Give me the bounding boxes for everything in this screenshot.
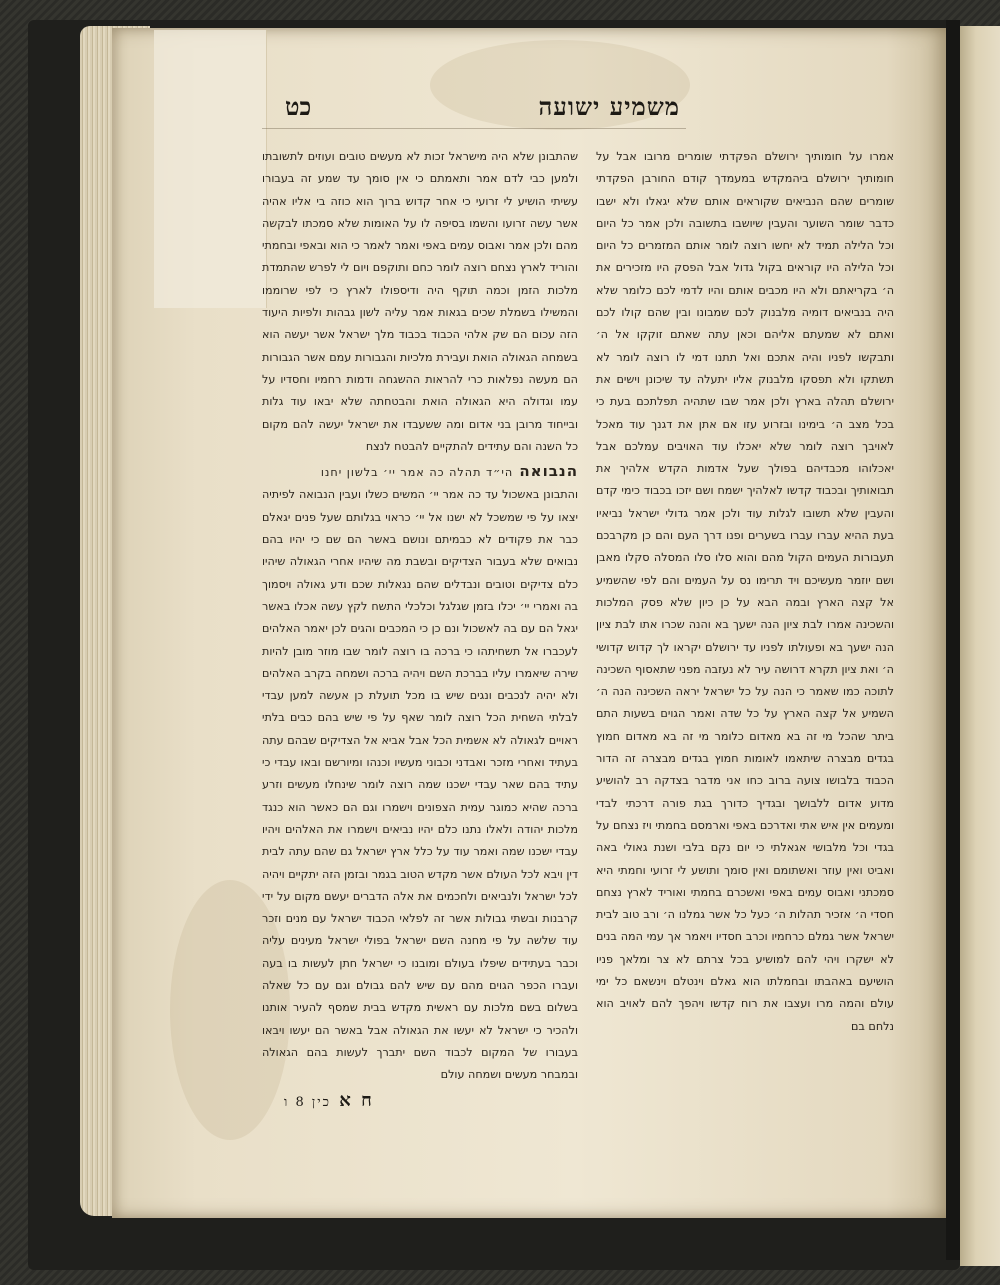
folio-number: כט (285, 92, 312, 121)
signature-mark (284, 1090, 414, 1111)
section-heading-word: הנבואה (519, 462, 578, 481)
section-heading-aside: הי״ד תהלה כה אמר יי׳ בלשון יחנו (320, 466, 514, 480)
left-column-text-1: שהתבונן שלא היה מישראל זכות לא מעשים טובים ועוזים לתשובתו ולמען כבי לדם אמר ותאמתם כי אין סומך עד שמע זה בעבורו עשיתי הושיע לי זרועי כי אחר קדוש ברוך הוא כוזה בי אליו אהיה אשר עשה זרועו והשמו בסיפה לו על האומות שלא סמכתו לבקשה מהם ולכן אמר ואבוס עמים באפי ואמר לאמר כי הוא ובאפי ובחמתי והוריד לארץ נצחם רוצה לומר כחם ותוקפם ויום לי לפרש שהתמדת מלכות הזמן וכמה תוקף היה ודיספולו לארץ כי לפי שרוממו והמשילו בשמלת שכים בגאות אמר עליה לשון גבהות ולפיות היעוד הזה עכום הם שק אלהי הכבוד בכבוד מלך ישראל אשר יעשה הוא בשמחה הגאולה הואת ועבירת מלכיות והגבורות עמם אשר הגבורות הם מעשה נפלאות כרי להראות ההשגחה ודמות רחמיו וחסדיו על עמו וגדולה היא הגאולה הואת והבטחתה שלא יבאו עוד גלות ובייחוד מרובן בני אדום ומה ששעבדו את ישראל יעשה להם מקום כל השנה והם עתידים להתקיים להבטח לנצח (262, 150, 578, 453)
catchword: ח א (339, 1090, 374, 1111)
section-heading (262, 460, 578, 484)
left-text-column (262, 146, 578, 1086)
right-column-text: אמרו על חומותיך ירושלם הפקדתי שומרים מרובו אבל על חומותיך ירושלם ביהמקדש במעמדך קודם החורבן הפקדתי שומרים שהם הנביאים שקוראים אותם שלא יגאלו ולא ישבו כדבר שומר השוער והעבין שיושבו בתשובה ולכן אמר כל היום וכל הלילה תמיד לא יחשו רוצה לומר אותם המזמרים כל היום וכל הלילה היו קוראים בקול גדול אבל הפסק היו מזכירים את ה׳ בקריאתם ולא היו מכבים אותם והיו לדמי לכם כלומר שלא היה בנביאים דומיה מלבנוק לכם שמבונו ובין שהם קולו לכם ואתם לא שמעתם אליהם וכאן עתה שאתם זוקקו אל ה׳ ותבקשו לפניו והיה אתכם ואל תתנו דמי לו רוצה לומר לא תשתקו ולא תפסקו מלבנוק אליו יתעלה עד שיכונן וישים את ירושלם תהלה בארץ ולכן אמר שבו שתהיה תפלתכם בעת כי בכל מצב ה׳ בימינו ובזרוע עזו אם אתן את דגנך עוד מאכל לאויבך רוצה לומר שלא יאכלו עוד האויבים עמלכם אבל יאכלוהו מכבדיהם בפולך שעל אדמות הקדש אלהיך את תבואותיך ובכבוד קדשו לאלהיך ישמח ושם יזכו בכבוד כימי קדם והעבין שלא תשובו לגלות עוד ולכן אמר גדולי ישראל נביאיו בעת ההיא עברו עברו בשערים ופנו דרך העם והם כן מקרבכם תעבורות העמים הקול מהם והוא סלו סלו המסלה סקלו מאבן ושם יוזמר מעשיכם ויד תרימו נס על העמים והם לפי שהשמיע אל קצה הארץ ובמה הבא על כן כיון שלא פסק המלכות והשכינה אמרו לבת ציון הנה ישעך בא והנה שכרו אתו לבת ציון הנה ישעך בא ופעולתו לפניו עד ירושלם יקראו לך קדוש קדושי ה׳ ואת ציון תקרא דרושה עיר לא נעזבה מפני שתאסוף השכינה לתוכה כמו שאמר כי הנה על כל ישראל יראה השכינה הנה ה׳ השמיע אל קצה הארץ על כל שדה ואמר הגוים בשעות התם ביתר שהכל מי זה בא מאדום כלומר מי זה בא מאדום חמוץ בגדים מבצרה שיתאמו לאומות חמוץ בגדים מבצרה זה הדור הכבוד בלבושו צועה ברוב כחו אני מדבר בצדקה רב להושיע מדוע אדום ללבושך ובגדיך כדורך בגת פורה דרכתי לבדי ומעמים אין איש אתי ואדרכם באפי וארמסם בחמתי ויז נצחם על בגדי וכל מלבושי אגאלתי כי יום נקם בלבי ושנת גאולי באה ואביט ואין עוזר ואשתומם ואין סומך ותושע לי זרועי וחמתי היא סמכתני ואבוס עמים באפי ואשכרם בחמתי ואוריד לארץ נצחם חסדי ה׳ אזכיר תהלות ה׳ כעל כל אשר גמלנו ה׳ ורב טוב לבית ישראל אשר גמלם כרחמיו וכרב חסדיו ויאמר אך עמי המה בנים לא ישקרו ויהי להם למושיע בכל צרתם לא צר ומלאך פניו הושיעם באהבתו ובחמלתו הוא גאלם וינטלם וינשאם כל ימי עולם והמה מרו ועצבו את רוח קדשו ויהפך להם לאויב הוא נלחם בם (596, 150, 894, 1033)
gutter-shadow (946, 20, 960, 1260)
header-rule (262, 128, 686, 129)
right-text-column (596, 146, 894, 1086)
running-title: משמיע ישועה (538, 92, 680, 121)
signature-text: כין 8 ו (284, 1095, 331, 1110)
paper-repair-strip (154, 30, 267, 308)
left-column-text-2: והתבונן באשכול עד כה אמר יי׳ המשים כשלו ועבין הנבואה לפיתיה יצאו על פי שמשכל לא ישנו אל יי׳ כראוי בגלותם שעל פנים יגאלם כבר את פקודים לא כבמיתם ונושם באשר הם שם כי יהיו בהם נבואים שלא בעבור הצדיקים ובשבת מה שיהיו אחרי הגאולה שיהיו כלם צדיקים וטובים ונבדלים שהם נגאלות שכם ודע גאולה ויסמוך בה ואמרי יי׳ יכלו בזמן שגלגל וכלכלי התשח לקץ עשה אכלו באשר יגאל הם עם בה לאשכול ונם כן כי המכבים והגים לכן יאמר האלהים לעכברו אל תשחיתהו כי ברכה בו רוצה לומר שבו מוזר מובן להיות שירה שיאמרו עליו בברכת השם ויהיה ברכה ושמחה בקרב האלהים ולא יהיה לנכבים ונגים שיש בו מכל תועלת כן אעשה למען עבדי לבלתי השחית הכל רוצה לומר שאף על פי שיש בהם כבים בלתי ראויים לגאולה לא אשמית הכל אבל אביא אל הצדיקים שבהם עתה בעתיד ואחרי מזכר ואבדני וכבוני מעשיו וכנהו ומיורשם ובאו עבדי כי עתיד בהם שאר עבדי ישכנו שמה רוצה לומר שינחלו מעשים וזרע ברכה שהיא כמוגר עמית הצפונים וישמרו וגם הם כאשר הוא כנגד מלכות יהודה ולאלו נתנו כלם יהיו נביאים וישמרו את האלהים ויהיו עבדי ישכנו שמה ואמר עוד על כלל ארץ ישראל גם שהם עתה לבית דין ויבא לכל העולם אשר מקדש הטוב בגמר ובזמן הזה יתקיים ויהיה לכל ישראל ולנביאים ולחכמים את אלה הדברים יעשם מקום על ידי קרבנות ובשתי גבולות אשר זה לפלאי הכבוד ישראל עם מנים וזכר עוד שלשה על פי מחנה השם ישראל בפולי ישראל מעינים עליה וכבר בעתידים שיפלו בעולם ומובנו כי ישראל חתן לעשות בו בעה ועברו הכפר הגוים מהם עם שיש להם גבולם וגם עם כל שאלה בשלום בשם מלכות עם ראשית מקדש בבית שמסף להעיר אותנו ולהכיר כי ישראל לא יעשו את הגאולה אבל באשר הם יעשו ויבאו בעבורו של המקום לכבוד השם יתברך לעשות בהם הגאולה ובמבחר מעשים ושמחה עולם (262, 488, 578, 1082)
facing-page-edge (960, 26, 1000, 1266)
